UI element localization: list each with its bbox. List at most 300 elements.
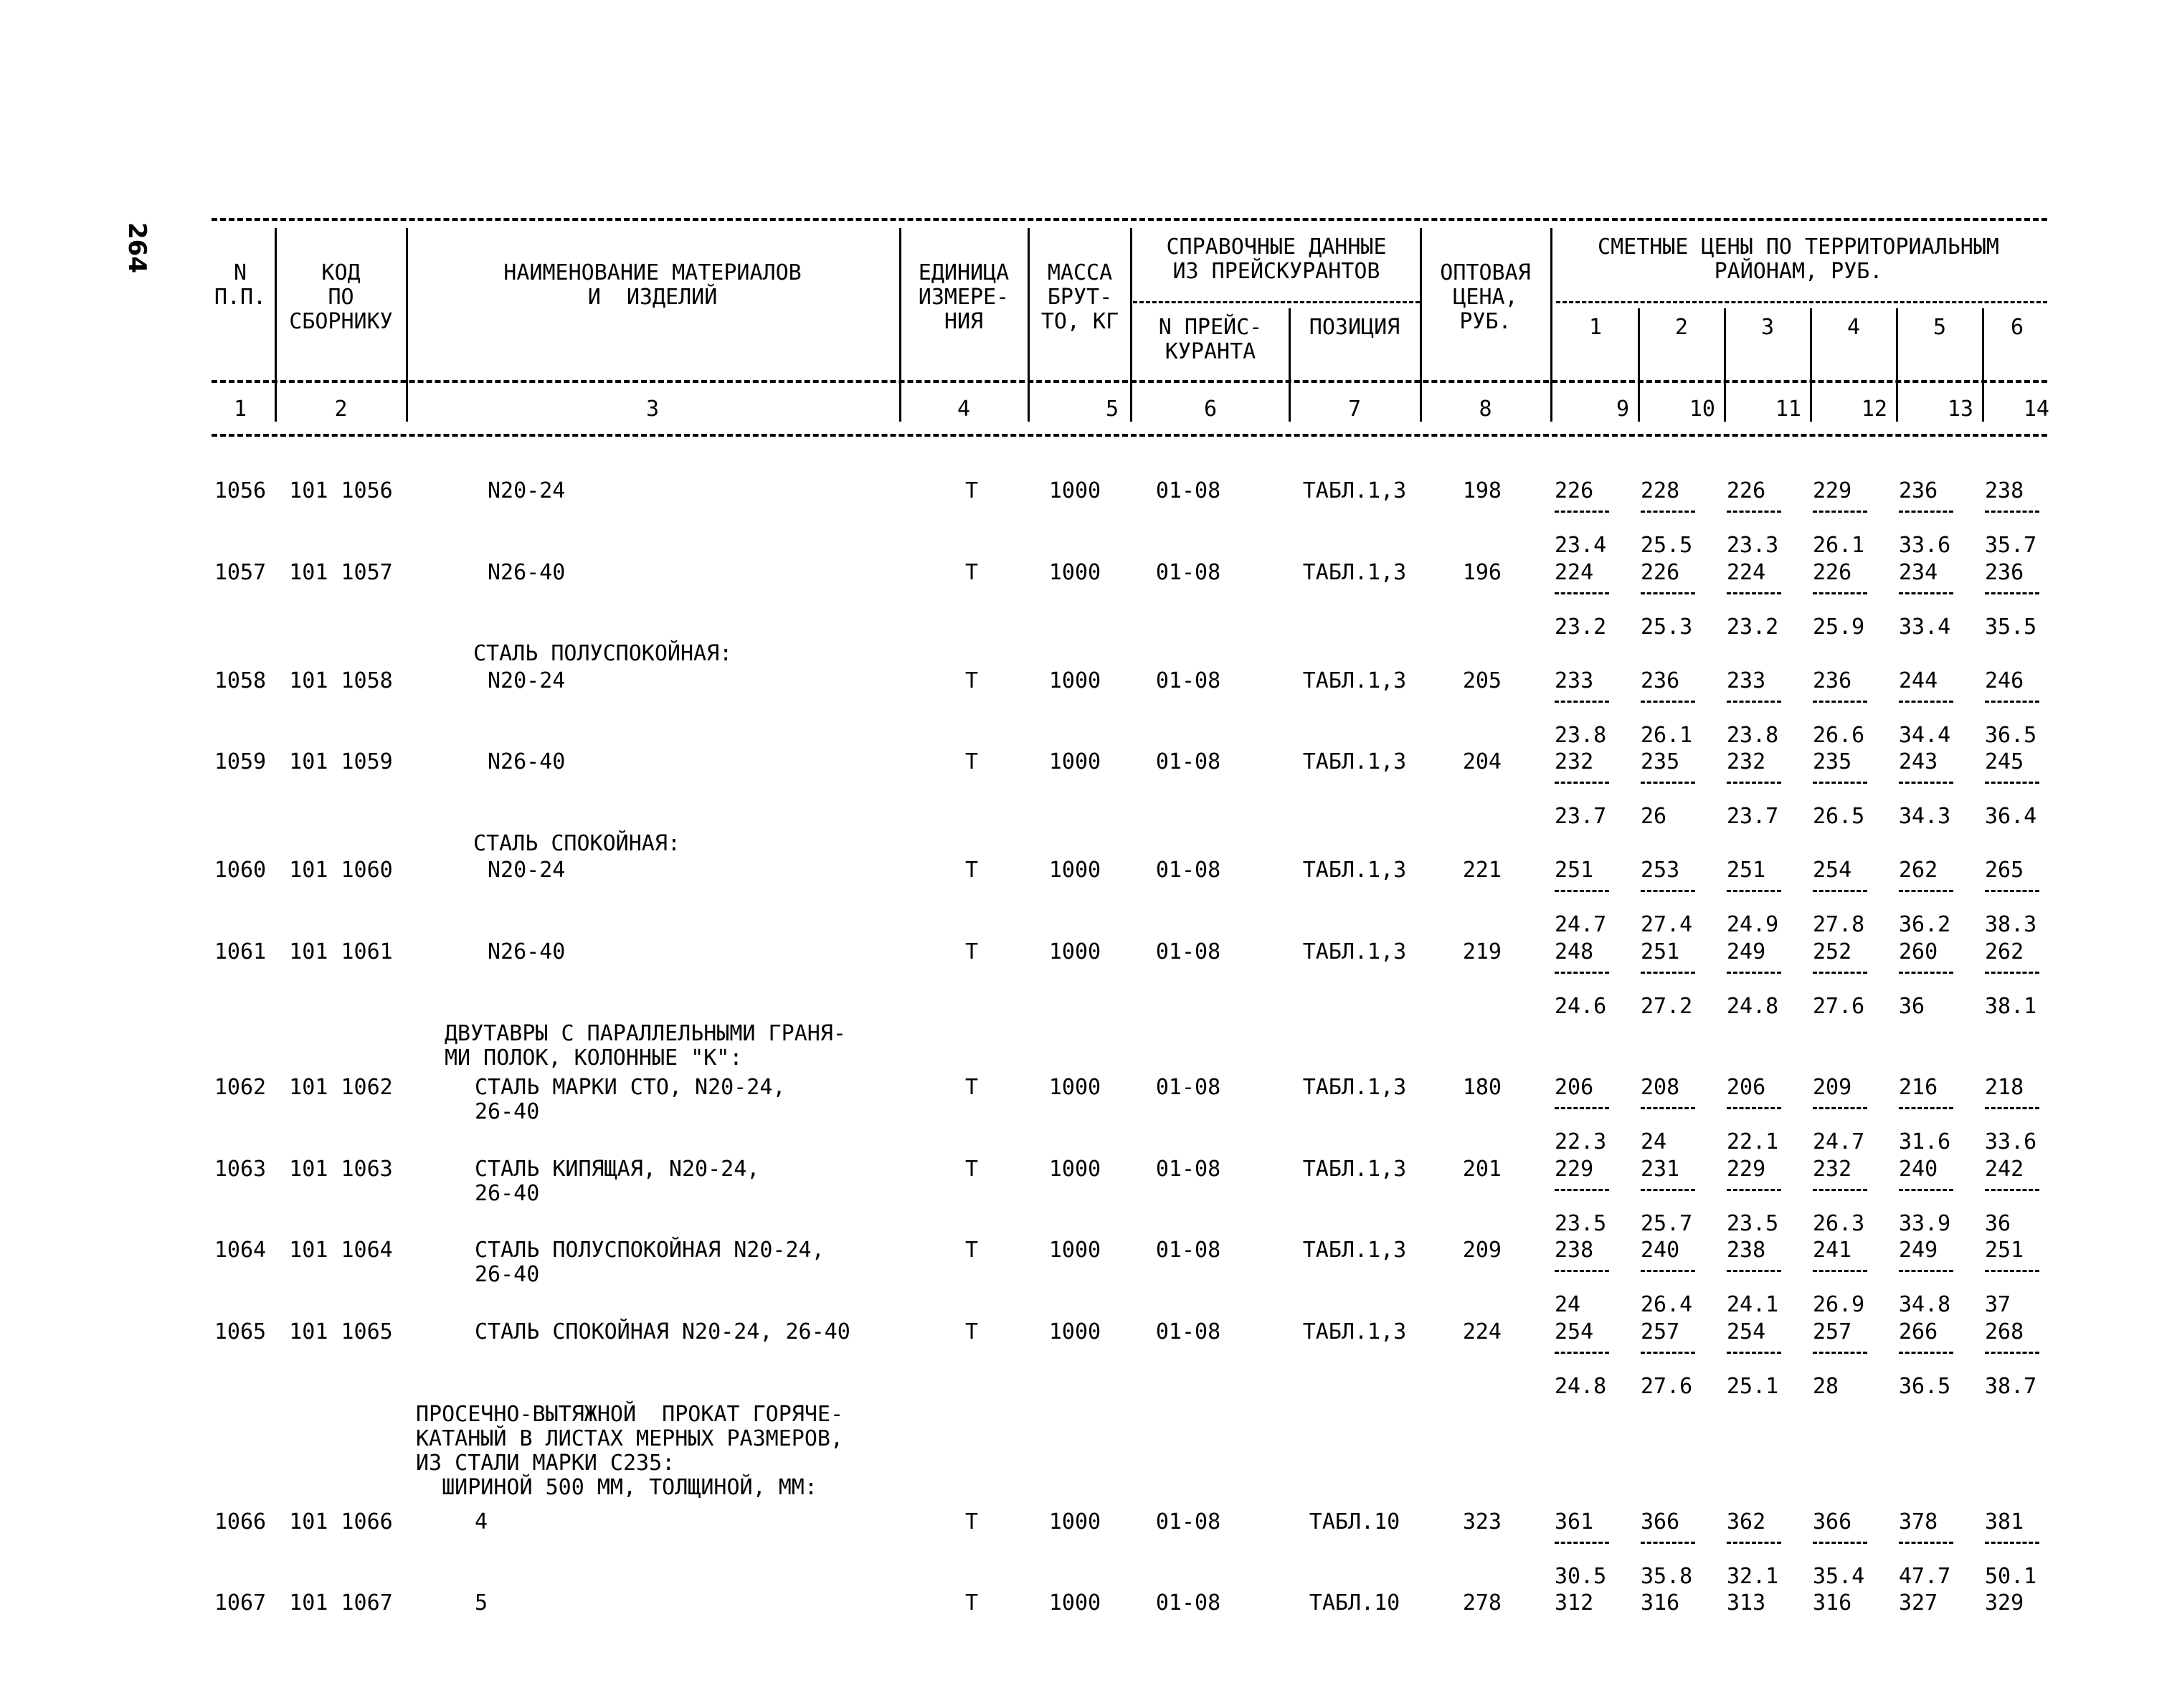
page-number: 264 (123, 222, 151, 273)
fraction-bar (1641, 1189, 1695, 1191)
section-title: СТАЛЬ СПОКОЙНАЯ: (473, 831, 680, 856)
cell-region-sub: 34.4 (1899, 723, 1951, 748)
cell-price-list: 01-08 (1155, 1509, 1221, 1534)
fraction-bar (1813, 592, 1867, 594)
cell-region-sub: 23.8 (1555, 723, 1607, 748)
fraction-bar (1813, 1542, 1867, 1544)
fraction-bar (1899, 592, 1953, 594)
cell-mass: 1000 (1048, 1319, 1101, 1344)
cell-region-price: 206 (1727, 1075, 1766, 1100)
cell-mass: 1000 (1048, 939, 1101, 964)
cell-region-sub: 36 (1985, 1211, 2011, 1236)
fraction-bar (1727, 1107, 1781, 1109)
fraction-bar (1641, 890, 1695, 892)
cell-region-price: 361 (1555, 1509, 1594, 1534)
cell-region-sub: 33.6 (1899, 533, 1951, 558)
fraction-bar (1985, 1189, 2039, 1191)
cell-n: 1062 (214, 1075, 267, 1100)
cell-region-price: 262 (1985, 939, 2024, 964)
fraction-bar (1727, 511, 1781, 513)
fraction-bar (1813, 782, 1867, 784)
header-col5: МАССА БРУТ- ТО, КГ (1040, 260, 1119, 334)
cell-region-price: 251 (1727, 858, 1766, 883)
cell-region-price: 366 (1641, 1509, 1680, 1534)
cell-region-sub: 25.1 (1727, 1374, 1779, 1399)
cell-region-price: 216 (1899, 1075, 1938, 1100)
cell-wholesale: 196 (1462, 560, 1502, 585)
cell-region-sub: 24 (1641, 1129, 1667, 1154)
cell-unit: Т (964, 1509, 979, 1534)
fraction-bar (1727, 1189, 1781, 1191)
cell-region-sub: 24.8 (1555, 1374, 1607, 1399)
fraction-bar (1555, 890, 1609, 892)
fraction-bar (1641, 511, 1695, 513)
region-6: 6 (2010, 315, 2024, 340)
cell-name: N26-40 (488, 939, 566, 964)
cell-price-list: 01-08 (1155, 939, 1221, 964)
header-col-sep (1982, 308, 1984, 422)
fraction-bar (1985, 592, 2039, 594)
cell-region-sub: 27.8 (1813, 912, 1865, 937)
cell-region-price: 238 (1985, 478, 2024, 503)
header-col8: ОПТОВАЯ ЦЕНА, РУБ. (1440, 260, 1531, 334)
cell-region-sub: 33.4 (1899, 615, 1951, 640)
cell-region-price: 229 (1727, 1157, 1766, 1182)
cell-wholesale: 221 (1462, 858, 1502, 883)
header-col6: N ПРЕЙС- КУРАНТА (1158, 315, 1263, 364)
cell-region-price: 235 (1641, 749, 1680, 774)
cell-unit: Т (964, 1319, 979, 1344)
fraction-bar (1985, 1542, 2039, 1544)
cell-mass: 1000 (1048, 560, 1101, 585)
cell-wholesale: 201 (1462, 1157, 1502, 1182)
cell-name: СТАЛЬ МАРКИ СТО, N20-24, 26-40 (475, 1075, 786, 1124)
cell-code: 101 1063 (289, 1157, 393, 1182)
cell-name: N20-24 (488, 478, 566, 503)
header-mid-rule (212, 380, 2047, 383)
fraction-bar (1985, 1352, 2039, 1354)
fraction-bar (1641, 782, 1695, 784)
cell-region-sub: 27.6 (1813, 994, 1865, 1019)
cell-region-sub: 25.5 (1641, 533, 1693, 558)
cell-n: 1064 (214, 1238, 267, 1263)
cell-name: СТАЛЬ СПОКОЙНАЯ N20-24, 26-40 (475, 1319, 850, 1344)
fraction-bar (1641, 1352, 1695, 1354)
cell-price-list: 01-08 (1155, 668, 1221, 693)
cell-region-sub: 34.3 (1899, 804, 1951, 829)
cell-region-sub: 24.7 (1555, 912, 1607, 937)
cell-region-sub: 23.7 (1555, 804, 1607, 829)
cell-region-sub: 32.1 (1727, 1564, 1779, 1589)
cell-region-sub: 50.1 (1985, 1564, 2037, 1589)
cell-region-sub: 23.5 (1555, 1211, 1607, 1236)
cell-price-list: 01-08 (1155, 560, 1221, 585)
cell-mass: 1000 (1048, 1590, 1101, 1616)
cell-region-price: 238 (1555, 1238, 1594, 1263)
cell-position: ТАБЛ.1,3 (1302, 478, 1407, 503)
cell-region-sub: 38.3 (1985, 912, 2037, 937)
header-col-sep (406, 228, 408, 422)
cell-region-price: 253 (1641, 858, 1680, 883)
cell-unit: Т (964, 668, 979, 693)
cell-position: ТАБЛ.10 (1309, 1590, 1400, 1616)
cell-region-price: 236 (1985, 560, 2024, 585)
cell-region-sub: 24.7 (1813, 1129, 1865, 1154)
cell-region-price: 236 (1641, 668, 1680, 693)
fraction-bar (1899, 890, 1953, 892)
cell-mass: 1000 (1048, 1238, 1101, 1263)
fraction-bar (1813, 1270, 1867, 1272)
fraction-bar (1899, 511, 1953, 513)
col-number: 10 (1689, 397, 1715, 422)
cell-region-sub: 22.3 (1555, 1129, 1607, 1154)
cell-region-sub: 36 (1899, 994, 1925, 1019)
cell-region-sub: 22.1 (1727, 1129, 1779, 1154)
region-5: 5 (1932, 315, 1947, 340)
cell-region-price: 257 (1641, 1319, 1680, 1344)
cell-name: N20-24 (488, 858, 566, 883)
cell-n: 1067 (214, 1590, 267, 1616)
fraction-bar (1555, 701, 1609, 703)
cell-name: N20-24 (488, 668, 566, 693)
cell-name: N26-40 (488, 560, 566, 585)
cell-position: ТАБЛ.1,3 (1302, 1319, 1407, 1344)
cell-unit: Т (964, 1157, 979, 1182)
cell-region-price: 229 (1813, 478, 1852, 503)
fraction-bar (1813, 701, 1867, 703)
cell-region-sub: 36.5 (1899, 1374, 1951, 1399)
header-col-sep (1724, 308, 1726, 422)
fraction-bar (1727, 972, 1781, 974)
cell-region-price: 226 (1813, 560, 1852, 585)
cell-region-sub: 23.3 (1727, 533, 1779, 558)
cell-price-list: 01-08 (1155, 1075, 1221, 1100)
cell-region-price: 316 (1813, 1590, 1852, 1616)
cell-wholesale: 323 (1462, 1509, 1502, 1534)
cell-wholesale: 198 (1462, 478, 1502, 503)
fraction-bar (1985, 890, 2039, 892)
cell-region-sub: 35.7 (1985, 533, 2037, 558)
cell-name: СТАЛЬ ПОЛУСПОКОЙНАЯ N20-24, 26-40 (475, 1238, 825, 1287)
cell-region-price: 381 (1985, 1509, 2024, 1534)
fraction-bar (1641, 592, 1695, 594)
cell-region-price: 378 (1899, 1509, 1938, 1534)
cell-region-sub: 33.6 (1985, 1129, 2037, 1154)
header-bottom-rule (212, 434, 2047, 437)
fraction-bar (1641, 1270, 1695, 1272)
cell-mass: 1000 (1048, 749, 1101, 774)
cell-region-sub: 23.5 (1727, 1211, 1779, 1236)
cell-region-sub: 26.4 (1641, 1292, 1693, 1317)
cell-region-sub: 47.7 (1899, 1564, 1951, 1589)
cell-region-sub: 24.9 (1727, 912, 1779, 937)
header-col-sep (1810, 308, 1812, 422)
cell-region-price: 266 (1899, 1319, 1938, 1344)
header-ref-group: СПРАВОЧНЫЕ ДАННЫЕ ИЗ ПРЕЙСКУРАНТОВ (1166, 234, 1387, 284)
cell-region-price: 362 (1727, 1509, 1766, 1534)
cell-price-list: 01-08 (1155, 858, 1221, 883)
col-number: 3 (645, 397, 660, 422)
fraction-bar (1985, 1107, 2039, 1109)
fraction-bar (1899, 972, 1953, 974)
cell-region-price: 226 (1641, 560, 1680, 585)
header-col3: НАИМЕНОВАНИЕ МАТЕРИАЛОВ И ИЗДЕЛИЙ (503, 260, 802, 310)
cell-mass: 1000 (1048, 668, 1101, 693)
cell-position: ТАБЛ.1,3 (1302, 560, 1407, 585)
cell-region-price: 260 (1899, 939, 1938, 964)
cell-region-sub: 25.3 (1641, 615, 1693, 640)
header-col7: ПОЗИЦИЯ (1309, 315, 1400, 340)
cell-n: 1058 (214, 668, 267, 693)
cell-code: 101 1066 (289, 1509, 393, 1534)
fraction-bar (1985, 1270, 2039, 1272)
cell-region-price: 265 (1985, 858, 2024, 883)
cell-region-sub: 35.5 (1985, 615, 2037, 640)
cell-region-price: 366 (1813, 1509, 1852, 1534)
header-col-sep (1028, 228, 1030, 422)
cell-region-sub: 23.2 (1727, 615, 1779, 640)
cell-position: ТАБЛ.1,3 (1302, 858, 1407, 883)
cell-price-list: 01-08 (1155, 1238, 1221, 1263)
cell-region-price: 251 (1985, 1238, 2024, 1263)
cell-code: 101 1065 (289, 1319, 393, 1344)
region-3: 3 (1760, 315, 1775, 340)
col-number: 6 (1203, 397, 1218, 422)
section-title: СТАЛЬ ПОЛУСПОКОЙНАЯ: (473, 641, 733, 666)
cell-region-sub: 36.4 (1985, 804, 2037, 829)
cell-unit: Т (964, 749, 979, 774)
cell-region-sub: 26.3 (1813, 1211, 1865, 1236)
fraction-bar (1985, 701, 2039, 703)
cell-region-price: 313 (1727, 1590, 1766, 1616)
cell-region-sub: 38.7 (1985, 1374, 2037, 1399)
cell-region-sub: 27.6 (1641, 1374, 1693, 1399)
cell-position: ТАБЛ.1,3 (1302, 1075, 1407, 1100)
cell-n: 1059 (214, 749, 267, 774)
cell-position: ТАБЛ.1,3 (1302, 1238, 1407, 1263)
fraction-bar (1985, 511, 2039, 513)
cell-region-price: 245 (1985, 749, 2024, 774)
cell-region-sub: 23.2 (1555, 615, 1607, 640)
cell-region-sub: 35.4 (1813, 1564, 1865, 1589)
cell-region-sub: 34.8 (1899, 1292, 1951, 1317)
fraction-bar (1899, 1189, 1953, 1191)
cell-region-sub: 35.8 (1641, 1564, 1693, 1589)
cell-code: 101 1061 (289, 939, 393, 964)
header-col-sep (1896, 308, 1898, 422)
cell-region-price: 233 (1727, 668, 1766, 693)
fraction-bar (1899, 782, 1953, 784)
cell-region-price: 312 (1555, 1590, 1594, 1616)
cell-region-price: 243 (1899, 749, 1938, 774)
cell-price-list: 01-08 (1155, 478, 1221, 503)
cell-region-price: 254 (1727, 1319, 1766, 1344)
cell-region-price: 209 (1813, 1075, 1852, 1100)
cell-region-price: 240 (1641, 1238, 1680, 1263)
section-title: ДВУТАВРЫ С ПАРАЛЛЕЛЬНЫМИ ГРАНЯ- МИ ПОЛОК, КОЛОННЫЕ "К": (445, 1021, 846, 1071)
cell-unit: Т (964, 939, 979, 964)
cell-region-sub: 26 (1641, 804, 1667, 829)
cell-region-price: 224 (1555, 560, 1594, 585)
cell-price-list: 01-08 (1155, 1157, 1221, 1182)
fraction-bar (1813, 890, 1867, 892)
fraction-bar (1899, 701, 1953, 703)
cell-region-price: 242 (1985, 1157, 2024, 1182)
col-number: 5 (1105, 397, 1119, 422)
cell-n: 1065 (214, 1319, 267, 1344)
cell-region-price: 235 (1813, 749, 1852, 774)
cell-region-price: 327 (1899, 1590, 1938, 1616)
cell-name: 4 (475, 1509, 488, 1534)
region-2: 2 (1674, 315, 1689, 340)
cell-region-sub: 27.2 (1641, 994, 1693, 1019)
cell-region-price: 249 (1899, 1238, 1938, 1263)
cell-position: ТАБЛ.10 (1309, 1509, 1400, 1534)
cell-region-sub: 26.6 (1813, 723, 1865, 748)
cell-region-sub: 26.5 (1813, 804, 1865, 829)
fraction-bar (1555, 1270, 1609, 1272)
cell-region-price: 254 (1555, 1319, 1594, 1344)
fraction-bar (1555, 1352, 1609, 1354)
col-number: 4 (957, 397, 971, 422)
cell-mass: 1000 (1048, 1509, 1101, 1534)
fraction-bar (1555, 1189, 1609, 1191)
fraction-bar (1985, 972, 2039, 974)
cell-region-price: 226 (1555, 478, 1594, 503)
cell-region-price: 232 (1813, 1157, 1852, 1182)
cell-code: 101 1057 (289, 560, 393, 585)
fraction-bar (1813, 511, 1867, 513)
cell-code: 101 1067 (289, 1590, 393, 1616)
header-col2: КОД ПО СБОРНИКУ (289, 260, 393, 334)
cell-region-price: 251 (1555, 858, 1594, 883)
fraction-bar (1813, 1352, 1867, 1354)
cell-code: 101 1060 (289, 858, 393, 883)
header-col-sep (1638, 308, 1640, 422)
cell-n: 1060 (214, 858, 267, 883)
cell-region-sub: 23.7 (1727, 804, 1779, 829)
fraction-bar (1641, 972, 1695, 974)
cell-region-price: 240 (1899, 1157, 1938, 1182)
cell-region-sub: 27.4 (1641, 912, 1693, 937)
cell-position: ТАБЛ.1,3 (1302, 939, 1407, 964)
cell-unit: Т (964, 1075, 979, 1100)
fraction-bar (1555, 1107, 1609, 1109)
cell-wholesale: 205 (1462, 668, 1502, 693)
fraction-bar (1555, 1542, 1609, 1544)
header-col-sep (899, 228, 901, 422)
cell-wholesale: 204 (1462, 749, 1502, 774)
cell-name: 5 (475, 1590, 488, 1616)
cell-region-price: 329 (1985, 1590, 2024, 1616)
cell-region-sub: 24 (1555, 1292, 1581, 1317)
cell-region-price: 206 (1555, 1075, 1594, 1100)
cell-region-sub: 25.9 (1813, 615, 1865, 640)
col-number: 12 (1861, 397, 1887, 422)
cell-region-price: 251 (1641, 939, 1680, 964)
cell-code: 101 1059 (289, 749, 393, 774)
col-number: 8 (1479, 397, 1492, 422)
cell-region-price: 208 (1641, 1075, 1680, 1100)
fraction-bar (1641, 1107, 1695, 1109)
cell-code: 101 1056 (289, 478, 393, 503)
fraction-bar (1899, 1270, 1953, 1272)
cell-mass: 1000 (1048, 858, 1101, 883)
ref-group-rule (1133, 301, 1420, 303)
cell-region-price: 228 (1641, 478, 1680, 503)
col-number: 9 (1616, 397, 1629, 422)
fraction-bar (1727, 1542, 1781, 1544)
cell-region-sub: 28 (1813, 1374, 1839, 1399)
cell-region-price: 236 (1813, 668, 1852, 693)
cell-region-sub: 24.1 (1727, 1292, 1779, 1317)
cell-region-price: 224 (1727, 560, 1766, 585)
cell-unit: Т (964, 478, 979, 503)
cell-region-price: 234 (1899, 560, 1938, 585)
fraction-bar (1727, 592, 1781, 594)
cell-region-sub: 23.8 (1727, 723, 1779, 748)
cell-code: 101 1064 (289, 1238, 393, 1263)
fraction-bar (1985, 782, 2039, 784)
fraction-bar (1727, 782, 1781, 784)
cell-region-price: 246 (1985, 668, 2024, 693)
fraction-bar (1727, 701, 1781, 703)
cell-region-price: 231 (1641, 1157, 1680, 1182)
cell-region-price: 238 (1727, 1238, 1766, 1263)
header-price-group: СМЕТНЫЕ ЦЕНЫ ПО ТЕРРИТОРИАЛЬНЫМ РАЙОНАМ, РУБ. (1598, 234, 1999, 284)
col-number: 11 (1775, 397, 1801, 422)
cell-wholesale: 224 (1462, 1319, 1502, 1344)
fraction-bar (1813, 1107, 1867, 1109)
cell-unit: Т (964, 858, 979, 883)
cell-region-sub: 36.5 (1985, 723, 2037, 748)
cell-region-price: 268 (1985, 1319, 2024, 1344)
fraction-bar (1555, 511, 1609, 513)
cell-region-price: 229 (1555, 1157, 1594, 1182)
cell-price-list: 01-08 (1155, 1590, 1221, 1616)
col-number: 7 (1347, 397, 1362, 422)
cell-price-list: 01-08 (1155, 1319, 1221, 1344)
fraction-bar (1727, 1352, 1781, 1354)
cell-region-sub: 33.9 (1899, 1211, 1951, 1236)
header-col-sep (1550, 228, 1552, 422)
fraction-bar (1641, 701, 1695, 703)
col-number: 1 (233, 397, 247, 422)
cell-unit: Т (964, 1590, 979, 1616)
col-number: 13 (1947, 397, 1973, 422)
fraction-bar (1899, 1107, 1953, 1109)
cell-region-sub: 31.6 (1899, 1129, 1951, 1154)
region-4: 4 (1846, 315, 1861, 340)
cell-region-price: 241 (1813, 1238, 1852, 1263)
fraction-bar (1899, 1542, 1953, 1544)
cell-region-price: 254 (1813, 858, 1852, 883)
cell-position: ТАБЛ.1,3 (1302, 1157, 1407, 1182)
cell-n: 1061 (214, 939, 267, 964)
cell-region-price: 244 (1899, 668, 1938, 693)
cell-region-sub: 25.7 (1641, 1211, 1693, 1236)
cell-position: ТАБЛ.1,3 (1302, 668, 1407, 693)
cell-region-sub: 38.1 (1985, 994, 2037, 1019)
cell-region-sub: 30.5 (1555, 1564, 1607, 1589)
cell-region-price: 218 (1985, 1075, 2024, 1100)
cell-name: N26-40 (488, 749, 566, 774)
fraction-bar (1727, 890, 1781, 892)
cell-region-sub: 24.8 (1727, 994, 1779, 1019)
fraction-bar (1813, 972, 1867, 974)
cell-region-sub: 24.6 (1555, 994, 1607, 1019)
fraction-bar (1899, 1352, 1953, 1354)
